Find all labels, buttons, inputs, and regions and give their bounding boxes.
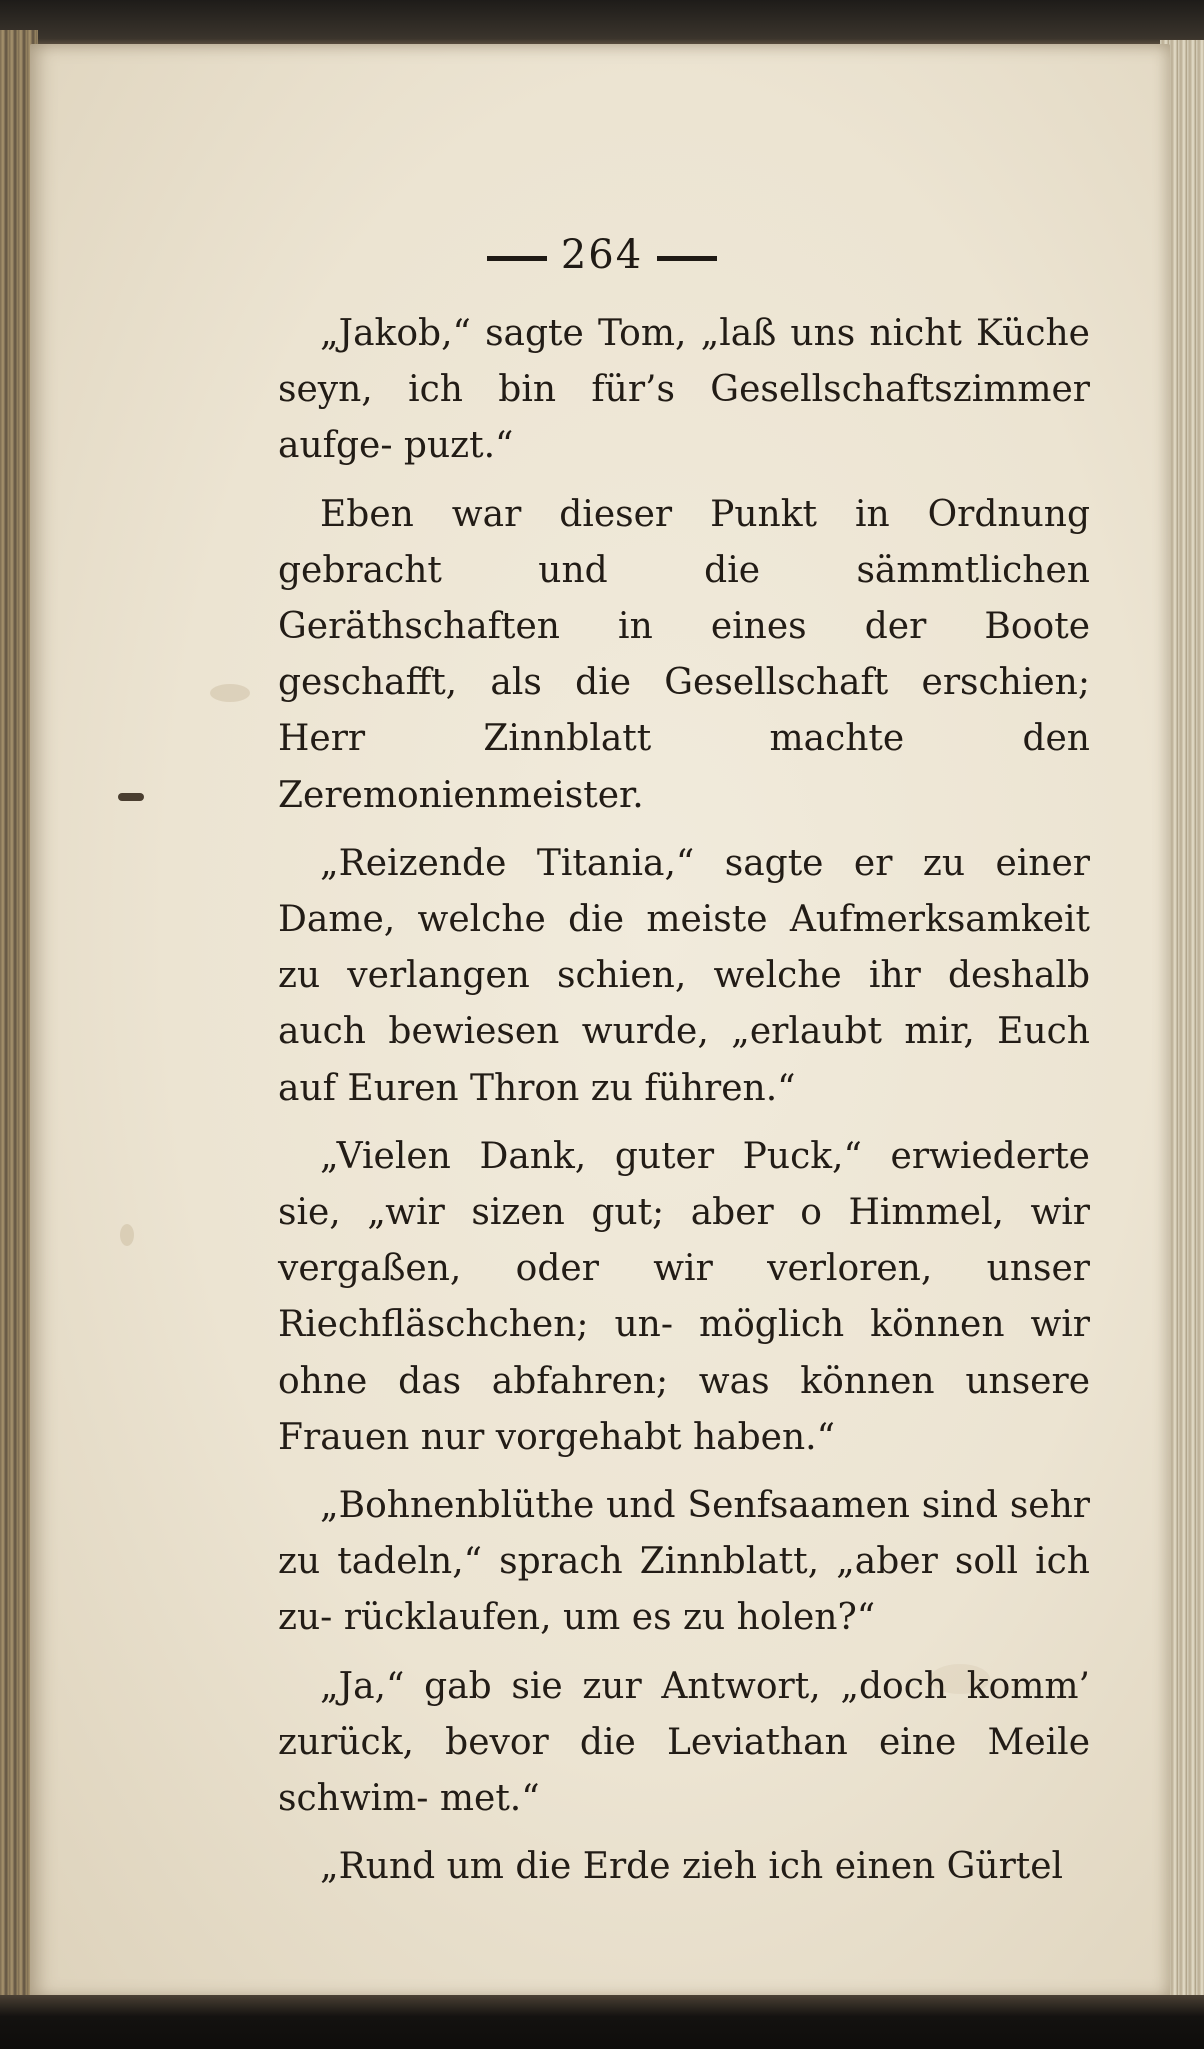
paragraph: „Bohnenblüthe und Senfsaamen sind sehr zu tadeln,“ sprach Zinnblatt, „aber soll ich zu- rücklaufen, um es zu holen?“	[278, 1485, 1090, 1639]
page-number: 264	[560, 232, 644, 278]
paper-stain	[210, 684, 250, 702]
margin-ink-mark	[118, 793, 144, 801]
page-header	[0, 232, 1204, 278]
paragraph: „Jakob,“ sagte Tom, „laß uns nicht Küche seyn, ich bin für’s Gesellschaftszimmer aufge- puzt.“	[278, 313, 1090, 467]
paragraph: „Rund um die Erde zieh ich einen Gürtel	[320, 1846, 1064, 1888]
paragraph: „Reizende Titania,“ sagte er zu einer Dame, welche die meiste Aufmerksamkeit zu verlangen schien, welche ihr deshalb auch bewiesen wurde, „erlaubt mir, Euch auf Euren Thron zu führen.“	[278, 842, 1090, 1109]
book-top-edge	[0, 0, 1204, 48]
paragraph: „Ja,“ gab sie zur Antwort, „doch komm’ zurück, bevor die Leviathan eine Meile schwim- met.“	[278, 1665, 1090, 1820]
header-dash-right	[657, 256, 717, 261]
paragraph: „Vielen Dank, guter Puck,“ erwiederte sie, „wir sizen gut; aber o Himmel, wir vergaßen, oder wir verloren, unser Riechfläschchen; un- möglich können wir ohne das abfahren; was können unsere Frauen nur vorgehabt haben.“	[278, 1135, 1090, 1458]
book-bottom-edge	[0, 1995, 1204, 2049]
paper-stain	[120, 1224, 134, 1246]
paragraph: Eben war dieser Punkt in Ordnung gebracht und die sämmtlichen Geräthschaften in eines der Boote geschafft, als die Gesellschaft erschien; Herr Zinnblatt machte den Zeremonienmeister.	[278, 493, 1090, 816]
header-dash-left	[487, 256, 547, 261]
page-text	[278, 306, 1090, 1907]
